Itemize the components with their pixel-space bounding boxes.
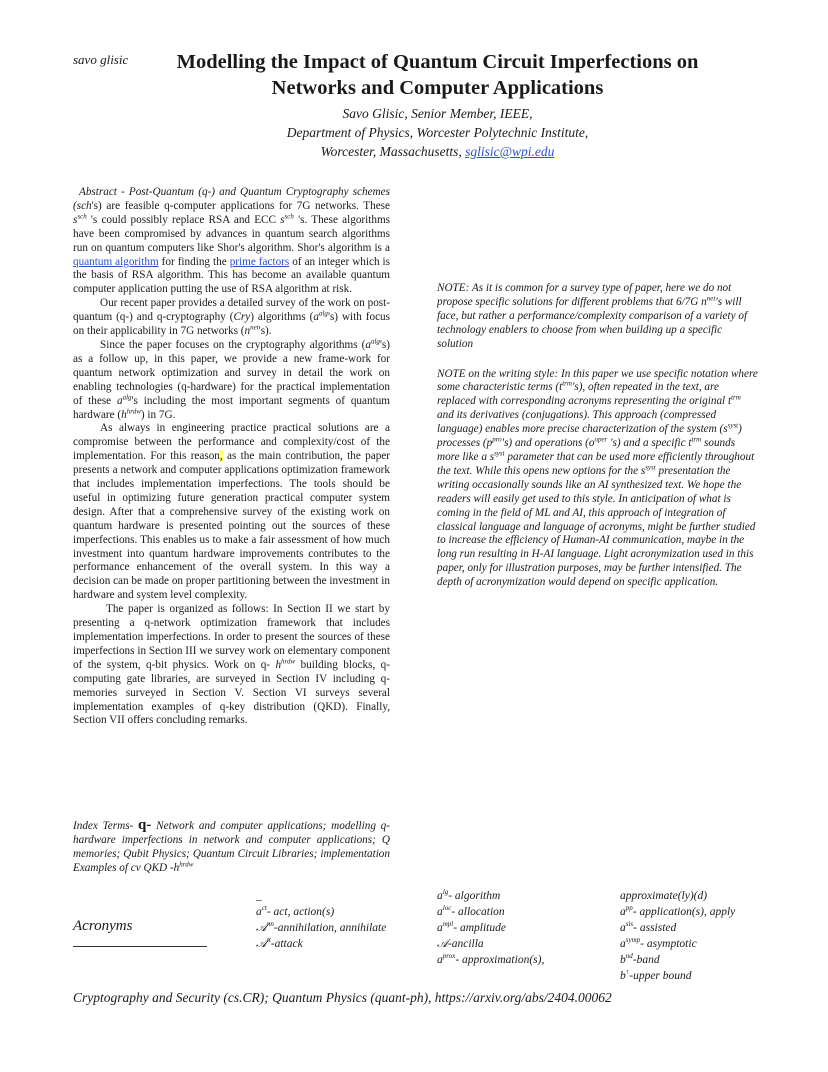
author-line: Savo Glisic, Senior Member, IEEE, bbox=[342, 106, 533, 121]
acronym-column-a bbox=[256, 889, 396, 953]
abstract-paragraph-5: The paper is organized as follows: In Section II we start by presenting a q-network optimization framework that includes implementation imperfections. In order to present the sources of these imperfections in Section III we survey work on elementary component of the system, q-bit physics. Work on q- $h^{hrdw}$ building blocks, q-computing gate libraries, are surveyed in Section IV including q-memories surveyed in Section V. Section VI surveys several implementation examples of q-key distribution (QKD). Finally, Section VII offers concluding remarks. bbox=[73, 603, 390, 727]
acronyms-underline bbox=[73, 946, 207, 947]
location-text: Worcester, Massachusetts, bbox=[320, 144, 462, 159]
acronym-entry: approximate(ly)(d) bbox=[620, 890, 708, 902]
footer-citation: Cryptography and Security (cs.CR); Quantum Physics (quant-ph), https://arxiv.org/abs/2404.00062 bbox=[73, 990, 612, 1005]
acronym-entry: 𝒜$^{nn}$-annihilation, annihilate bbox=[256, 920, 387, 934]
note-survey: NOTE: As it is common for a survey type of paper, here we do not propose specific solutions for different problems that 6/7G $n^{net}'s$ will face, but rather a performance/complexity comparison of a variety of technology enablers to choose from when building up a specific solution bbox=[437, 282, 748, 350]
quantum-algorithm-link[interactable]: quantum algorithm bbox=[73, 255, 159, 268]
index-terms: Index Terms- q- Network and computer applications; modelling q-hardware imperfections in network and computer applications; Q memories; Qubit Physics; Quantum Circuit Libraries; implementation Examples of cv QKD $-h^{hrdw}$ bbox=[73, 817, 390, 874]
acronym-entry: $a^{ct}-$ act, action(s) bbox=[256, 904, 335, 918]
note-writing-style: NOTE on the writing style: In this paper we use specific notation where some characteristic terms $(t^{trm}'s)$, often repeated in the text, are replaced with corresponding acronyms representing the original $t^{trm}$ and its derivatives (conjugations). This approach (compressed language) enables more precise characterization of the system $(s^{syst})$ processes $(p^{pro}'s)$ and operations ($o^{oper}$ 's) and a specific $t^{trm}$ sounds more like a $s^{syst}$ parameter that can be used more efficiently throughout the text. While this opens new options for the $s^{syst}$ presentation the writing occasionally sounds like an AI synthesized text. We hope the readers will easily get used to this style. In anticipation of what is coming in the field of ML and AI, this approach of integration of classical language and language of acronyms, might be further studied to increase the efficiency of Human-AI communication, maybe in the long run resulting in H-AI language. Light acronymization used in this paper, only for illustration purposes, may be further intensified. The depth of acronymization would depend on specific application. bbox=[437, 367, 758, 589]
notes-column bbox=[437, 282, 760, 606]
acronym-entry: $a^{loc}-$ allocation bbox=[437, 904, 505, 918]
acronym-column-b bbox=[437, 889, 597, 969]
abstract-paragraph-3: Since the paper focuses on the cryptography algorithms $(a^{alg}'s)$ as a follow up, in this paper, we provide a new frame-work for quantum network optimization and survey in detail the work on enabling technologies (q-hardware) for the practical implementation of these $a^{alg}'s$ including the most important segments of quantum hardware $(h^{hrdw})$ in 7G. bbox=[73, 337, 390, 421]
acronym-entry: 𝒜-ancilla bbox=[437, 938, 484, 950]
acronym-entry: b↑-upper bound bbox=[620, 968, 692, 982]
highlighted-comma: , bbox=[219, 450, 223, 463]
acronym-entry: $a^{lg}-$ algorithm bbox=[437, 888, 501, 902]
prime-factors-link[interactable]: prime factors bbox=[229, 255, 290, 268]
acronym-entry: 𝒜$^{tt}$-attack bbox=[256, 936, 303, 950]
abstract-paragraph-4: As always in engineering practice practical solutions are a compromise between the performance and complexity/cost of the implementation. For this reason, as the main contribution, the paper presents a network and computer applications optimization framework that includes implementation imperfections. The tools should be useful in optimizing future generation practical computer system design. After that a comprehensive survey of the existing work on quantum hardware is presented pointing out the sources of these imperfections. This enables us to make a fair assessment of how much investment into quantum hardware improvements contributes to the performance enhancement of the overall system. In this way a decision can be made on proper partitioning between the investment in hardware and system level complexity. bbox=[73, 422, 391, 602]
location-line bbox=[150, 142, 725, 161]
acronym-entry: $a^{mpl}-$ amplitude bbox=[437, 920, 506, 934]
abstract-paragraph-1: Abstract - Post-Quantum (q-) and Quantum Cryptography schemes (sch's) are feasible q-computer applications for 7G networks. These $s^{sch}$ 's could possibly replace RSA and ECC $s^{sch}$ 's. These algorithms have been compromised by advances in quantum search algorithms run on quantum computers like Shor's algorithm. Shor's algorithm is a quantum algorithm for finding the prime factors of an integer which is the basis of RSA algorithm. This has become an available quantum computer application putting the use of RSA algorithm at risk. bbox=[73, 186, 391, 296]
acronym-dash: _ bbox=[256, 890, 262, 902]
paper-title: Modelling the Impact of Quantum Circuit Imperfections on Networks and Computer Applications bbox=[176, 51, 699, 99]
side-author-label: savo glisic bbox=[73, 52, 129, 67]
acronym-entry: $b^{nd}$-band bbox=[620, 952, 660, 966]
author-block bbox=[150, 104, 725, 161]
affiliation-line: Department of Physics, Worcester Polytechnic Institute, bbox=[286, 125, 589, 140]
acronym-entry: $a^{symp}-$ asymptotic bbox=[620, 936, 697, 950]
acronym-entry: $a^{sis}-$ assisted bbox=[620, 920, 677, 934]
acronym-entry: $a^{prox}-$ approximation(s), bbox=[437, 952, 545, 966]
acronyms-heading: Acronyms bbox=[73, 918, 133, 934]
abstract-paragraph-2: Our recent paper provides a detailed survey of the work on post-quantum (q-) and q-cryptography (Cry) algorithms $(a^{alg}'s)$ with focus on their applicability in 7G networks $(n^{net}'s)$. bbox=[73, 297, 390, 338]
acronym-column-c bbox=[620, 889, 780, 985]
email-link[interactable]: sglisic@wpi.edu bbox=[465, 144, 555, 159]
acronym-entry: $a^{pp}-$ application(s), apply bbox=[620, 904, 736, 918]
abstract-column bbox=[73, 186, 390, 728]
